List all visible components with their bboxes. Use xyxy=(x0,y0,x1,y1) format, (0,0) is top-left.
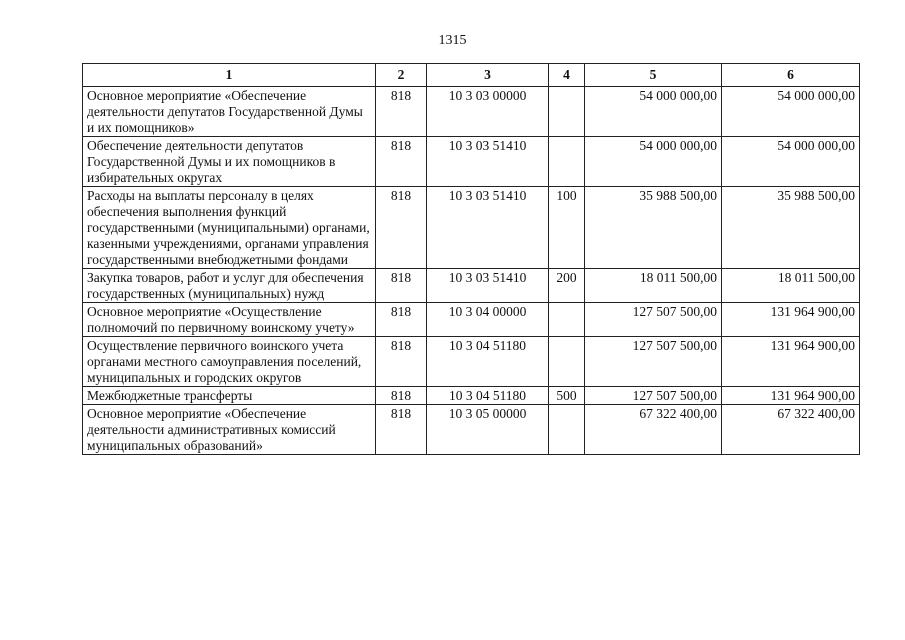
row-vr-cell xyxy=(549,87,585,137)
row-ved-cell: 818 xyxy=(376,337,427,387)
table-row xyxy=(83,187,860,269)
row-sum-1-cell: 67 322 400,00 xyxy=(585,405,722,455)
row-csr-cell: 10 3 03 51410 xyxy=(427,187,549,269)
row-name-cell: Закупка товаров, работ и услуг для обеспечения государственных (муниципальных) нужд xyxy=(83,269,376,303)
row-sum-1-cell: 127 507 500,00 xyxy=(585,303,722,337)
row-csr-cell: 10 3 03 00000 xyxy=(427,87,549,137)
budget-table xyxy=(82,63,860,455)
row-sum-2-cell: 35 988 500,00 xyxy=(722,187,860,269)
row-name-cell: Осуществление первичного воинского учета органами местного самоуправления поселений, муниципальных и городских округов xyxy=(83,337,376,387)
row-vr-cell xyxy=(549,337,585,387)
row-ved-cell: 818 xyxy=(376,405,427,455)
column-header-4: 4 xyxy=(549,64,585,87)
row-sum-2-cell: 67 322 400,00 xyxy=(722,405,860,455)
row-sum-1-cell: 127 507 500,00 xyxy=(585,387,722,405)
row-sum-1-cell: 35 988 500,00 xyxy=(585,187,722,269)
row-csr-cell: 10 3 04 51180 xyxy=(427,337,549,387)
table-row xyxy=(83,303,860,337)
row-sum-2-cell: 131 964 900,00 xyxy=(722,387,860,405)
column-header-1: 1 xyxy=(83,64,376,87)
table-row xyxy=(83,269,860,303)
row-sum-2-cell: 131 964 900,00 xyxy=(722,303,860,337)
row-sum-1-cell: 54 000 000,00 xyxy=(585,87,722,137)
row-vr-cell: 200 xyxy=(549,269,585,303)
row-ved-cell: 818 xyxy=(376,269,427,303)
column-header-2: 2 xyxy=(376,64,427,87)
row-ved-cell: 818 xyxy=(376,303,427,337)
table-row xyxy=(83,405,860,455)
row-csr-cell: 10 3 05 00000 xyxy=(427,405,549,455)
row-sum-1-cell: 18 011 500,00 xyxy=(585,269,722,303)
row-sum-2-cell: 131 964 900,00 xyxy=(722,337,860,387)
row-vr-cell: 100 xyxy=(549,187,585,269)
table-row xyxy=(83,87,860,137)
row-csr-cell: 10 3 03 51410 xyxy=(427,137,549,187)
row-sum-1-cell: 127 507 500,00 xyxy=(585,337,722,387)
table-body xyxy=(83,87,860,455)
row-ved-cell: 818 xyxy=(376,87,427,137)
column-header-6: 6 xyxy=(722,64,860,87)
row-vr-cell xyxy=(549,405,585,455)
row-ved-cell: 818 xyxy=(376,137,427,187)
row-sum-2-cell: 18 011 500,00 xyxy=(722,269,860,303)
table-row xyxy=(83,137,860,187)
table-header-row xyxy=(83,64,860,87)
row-sum-2-cell: 54 000 000,00 xyxy=(722,87,860,137)
row-ved-cell: 818 xyxy=(376,187,427,269)
table-row xyxy=(83,337,860,387)
row-csr-cell: 10 3 04 00000 xyxy=(427,303,549,337)
row-csr-cell: 10 3 03 51410 xyxy=(427,269,549,303)
row-sum-1-cell: 54 000 000,00 xyxy=(585,137,722,187)
row-name-cell: Обеспечение деятельности депутатов Государственной Думы и их помощников в избирательных округах xyxy=(83,137,376,187)
row-name-cell: Основное мероприятие «Обеспечение деятельности депутатов Государственной Думы и их помощников» xyxy=(83,87,376,137)
row-sum-2-cell: 54 000 000,00 xyxy=(722,137,860,187)
page-number: 1315 xyxy=(438,33,467,48)
row-name-cell: Основное мероприятие «Осуществление полномочий по первичному воинскому учету» xyxy=(83,303,376,337)
row-vr-cell xyxy=(549,137,585,187)
table-row xyxy=(83,387,860,405)
row-ved-cell: 818 xyxy=(376,387,427,405)
row-name-cell: Расходы на выплаты персоналу в целях обеспечения выполнения функций государственными (муниципальными) органами, казенными учреждениями, органами управления государственными внебюджетными фондами xyxy=(83,187,376,269)
column-header-3: 3 xyxy=(427,64,549,87)
column-header-5: 5 xyxy=(585,64,722,87)
row-vr-cell: 500 xyxy=(549,387,585,405)
row-csr-cell: 10 3 04 51180 xyxy=(427,387,549,405)
row-name-cell: Межбюджетные трансферты xyxy=(83,387,376,405)
row-name-cell: Основное мероприятие «Обеспечение деятельности административных комиссий муниципальных образований» xyxy=(83,405,376,455)
row-vr-cell xyxy=(549,303,585,337)
